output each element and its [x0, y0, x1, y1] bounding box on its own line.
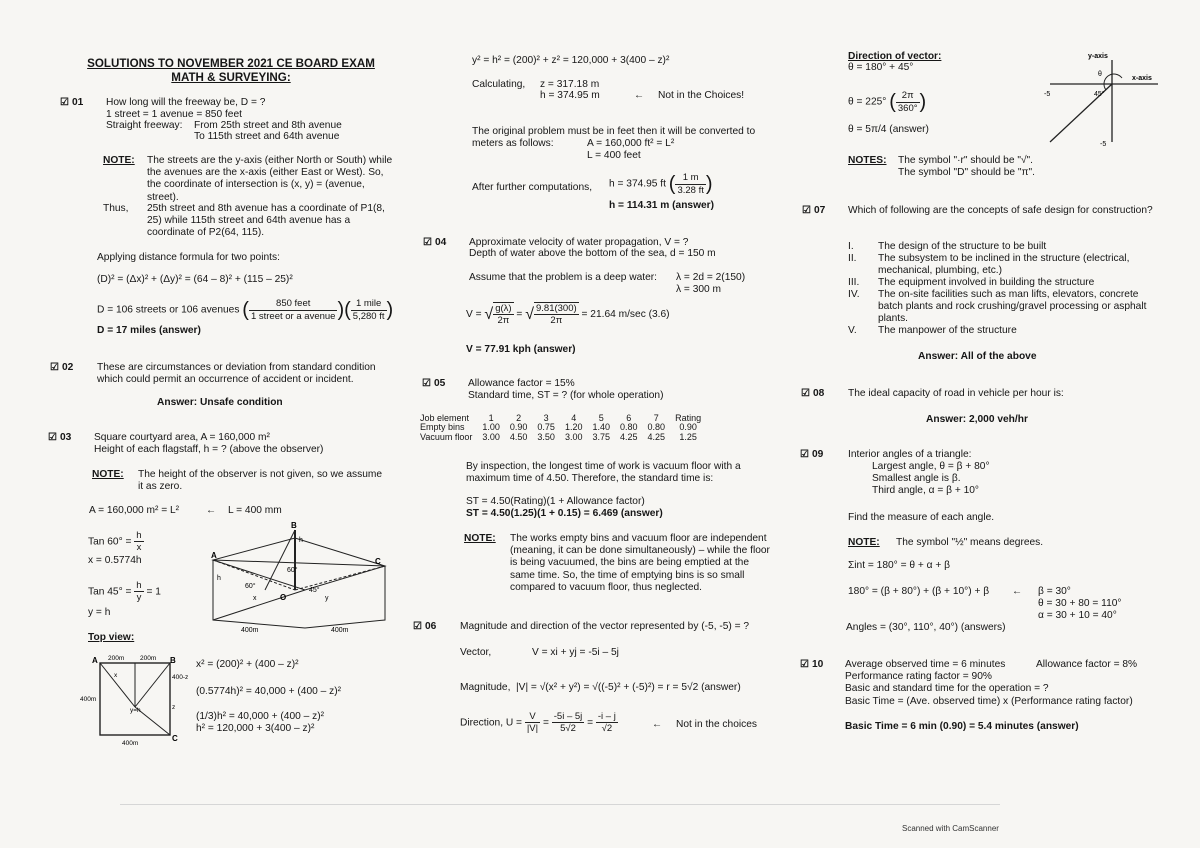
theta-eq: θ = 225° ( $\frac{2\pi}{360^\circ}$ ) [848, 90, 927, 114]
q09-given: Interior angles of a triangle: [848, 449, 972, 460]
list-item: The subsystem to be inclined in the structure (electrical, mechanical, plumbing, etc.) [878, 253, 1130, 277]
notes-text: The symbol "D" should be "π". [898, 167, 1036, 178]
q05-st-answer: ST = 4.50(1.25)(1 + 0.15) = 6.469 (answer) [466, 508, 663, 519]
q01-given: To 115th street and 64th avenue [194, 131, 340, 142]
svg-text:400m: 400m [80, 696, 97, 703]
arrow-icon: ← [1012, 586, 1023, 597]
q04-question: Approximate velocity of water propagation, V = ? [469, 237, 689, 248]
table-row: Job element 1 2 3 4 5 6 7 Rating [420, 413, 702, 423]
q01-given-label: Straight freeway: [106, 120, 183, 131]
svg-text:θ: θ [1098, 71, 1102, 78]
svg-text:-5: -5 [1044, 91, 1051, 98]
magnitude-eq: |V| = √(x² + y²) = √((-5)² + (-5)²) = r = 5√2 (answer) [516, 682, 741, 693]
h-answer: h = 114.31 m (answer) [609, 200, 715, 211]
q02-answer: Answer: Unsafe condition [157, 397, 283, 408]
note-text: The streets are the y-axis (either North or South) while the avenues are the x-axis (either East or West). So, the coordinate of intersection is (x, y) = (avenue, street). [147, 155, 393, 203]
col2-eq-top: y² = h² = (200)² + z² = 120,000 + 3(400 – z)² [472, 55, 670, 66]
svg-text:y=h: y=h [130, 707, 141, 714]
note-label: NOTE: [92, 469, 124, 480]
q08-question: The ideal capacity of road in vehicle per hour is: [848, 388, 1064, 399]
vector-eq: V = xi + yj = -5i – 5j [532, 647, 619, 658]
not-in-choices: Not in the Choices! [658, 90, 745, 101]
question-number: ☑ 07 [802, 205, 826, 216]
direction-eq: Direction, U = $\frac{V}{|V|}$ = $\frac{-5i - 5j}{5√2}$ = $\frac{-i - j}{√2}$ [460, 711, 616, 735]
svg-text:B: B [291, 521, 297, 530]
calc-result: h = 374.95 m [540, 90, 600, 101]
svg-text:-5: -5 [1100, 141, 1107, 148]
velocity-eq: V = √ $\frac{g(\lambda)}{2\pi}$ = √ $\frac{9.81(300)}{2\pi}$ = 21.64 m/sec (3.6) [466, 303, 670, 327]
thus-label: Thus, [103, 203, 129, 214]
q04-assume: Assume that the problem is a deep water: [469, 272, 658, 283]
note-label: NOTE: [103, 155, 135, 166]
svg-text:45°: 45° [309, 587, 320, 594]
svg-text:400m: 400m [122, 740, 139, 747]
question-number: ☑ 09 [800, 449, 824, 460]
q09-given: Largest angle, θ = β + 80° [872, 461, 990, 472]
q09-sum: Σint = 180° = θ + α + β [848, 560, 950, 571]
conversion-note: The original problem must be in feet then it will be converted to meters as follows: [472, 126, 756, 150]
q09-given: Smallest angle is β. [872, 473, 961, 484]
lambda-eq: λ = 2d = 2(150) [676, 272, 746, 283]
vector-label: Vector, [460, 647, 492, 658]
lambda-eq: λ = 300 m [676, 284, 722, 295]
arrow-icon: ← [634, 90, 645, 101]
list-item: The manpower of the structure [878, 325, 1017, 336]
question-number: ☑ 04 [423, 237, 447, 248]
q05-inspection: By inspection, the longest time of work is vacuum floor with a maximum time of 4.50. Therefore, the standard time is: [466, 461, 741, 485]
svg-text:B: B [170, 656, 176, 665]
question-number: ☑ 08 [801, 388, 825, 399]
q02-text: These are circumstances or deviation from standard condition which could permit an occurrence of accident or incident. [97, 362, 376, 386]
conversion-fraction: $\frac{\text{850 feet}}{\text{1 street or a avenue}}$ [250, 298, 336, 322]
conversion-eq: L = 400 feet [587, 150, 641, 161]
q03-tan60: Tan 60° = $\frac{h}{x}$ [88, 530, 142, 554]
q09-result: α = 30 + 10 = 40° [1038, 610, 1117, 621]
notes-label: NOTES: [848, 155, 887, 166]
after-label: After further computations, [472, 182, 593, 193]
q05-given: Standard time, ST = ? (for whole operation) [468, 390, 664, 401]
q03-area-eq: A = 160,000 m² = L² [89, 505, 180, 516]
q03-eq: h² = 120,000 + 3(400 – z)² [196, 723, 315, 734]
q04-answer: V = 77.91 kph (answer) [466, 344, 576, 355]
svg-text:x-axis: x-axis [1132, 75, 1152, 82]
svg-text:z: z [172, 704, 176, 711]
note-label: NOTE: [848, 537, 880, 548]
q05-st: ST = 4.50(Rating)(1 + Allowance factor) [466, 496, 645, 507]
q10-given: Basic and standard time for the operation = ? [845, 683, 1049, 694]
q03-eq: (0.5774h)² = 40,000 + (400 – z)² [196, 686, 341, 697]
calc-result: z = 317.18 m [540, 79, 600, 90]
svg-text:200m: 200m [108, 655, 125, 662]
scanner-watermark: Scanned with CamScanner [902, 824, 999, 833]
q08-answer: Answer: 2,000 veh/hr [926, 414, 1028, 425]
note-text: The works empty bins and vacuum floor are independent (meaning, it can be done simultaneously) – while the floor is being vacuumed, the bins are being emptied at the same time. So, the time of emptying bins is so small compared to vacuum floor, thus neglected. [510, 533, 770, 593]
theta-answer: θ = 5π/4 (answer) [848, 124, 929, 135]
list-item: IV. [848, 289, 860, 300]
q09-result: β = 30° [1038, 586, 1071, 597]
q09-given: Third angle, α = β + 10° [872, 485, 980, 496]
svg-text:y: y [325, 595, 329, 602]
arrow-icon: ← [206, 505, 217, 516]
list-item: I. [848, 241, 854, 252]
q03-eq: (1/3)h² = 40,000 + (400 – z)² [196, 711, 324, 722]
list-item: The design of the structure to be built [878, 241, 1047, 252]
list-item: The equipment involved in building the structure [878, 277, 1095, 288]
conversion-eq: A = 160,000 ft² = L² [587, 138, 675, 149]
svg-text:x: x [253, 595, 257, 602]
q09-answer: Angles = (30°, 110°, 40°) (answers) [846, 622, 1006, 633]
q03-given: Square courtyard area, A = 160,000 m² [94, 432, 270, 443]
question-number: ☑ 01 [60, 97, 84, 108]
top-view-label: Top view: [88, 632, 135, 643]
question-number: ☑ 10 [800, 659, 824, 670]
table-row: Empty bins 1.00 0.90 0.75 1.20 1.40 0.80 0.80 0.90 [420, 422, 697, 433]
q01-given: From 25th street and 8th avenue [194, 120, 342, 131]
list-item: II. [848, 253, 857, 264]
q09-result: θ = 30 + 80 = 110° [1038, 598, 1122, 609]
q10-given: Performance rating factor = 90% [845, 671, 992, 682]
note-text: The symbol "½" means degrees. [896, 537, 1044, 548]
q03-eq: x² = (200)² + (400 – z)² [196, 659, 299, 670]
svg-text:200m: 200m [140, 655, 157, 662]
svg-text:400m: 400m [241, 627, 259, 634]
svg-text:x: x [114, 672, 118, 679]
list-item: V. [848, 325, 857, 336]
conversion-fraction: $\frac{\text{1 mile}}{5,280 ft}$ [352, 298, 385, 322]
question-number: ☑ 05 [422, 378, 446, 389]
question-number: ☑ 06 [413, 621, 437, 632]
svg-text:h: h [217, 575, 221, 582]
q07-answer: Answer: All of the above [918, 351, 1037, 362]
notes-text: The symbol "·r" should be "√". [898, 155, 1033, 166]
q10-answer: Basic Time = 6 min (0.90) = 5.4 minutes (answer) [845, 721, 1079, 732]
calc-label: Calculating, [472, 79, 526, 90]
q01-question: How long will the freeway be, D = ? [106, 97, 266, 108]
q09-find: Find the measure of each angle. [848, 512, 995, 523]
q07-question: Which of following are the concepts of safe design for construction? [848, 205, 1153, 216]
svg-text:400m: 400m [331, 627, 349, 634]
q06-question: Magnitude and direction of the vector represented by (-5, -5) = ? [460, 621, 750, 632]
q03-given: Height of each flagstaff, h = ? (above the observer) [94, 444, 324, 455]
q03-tan45: Tan 45° = $\frac{h}{y}$ = 1 [88, 580, 161, 604]
svg-text:C: C [172, 734, 178, 743]
q03-y-eq: y = h [88, 607, 111, 618]
q03-l-eq: L = 400 mm [228, 505, 282, 516]
q10-given: Basic Time = (Ave. observed time) x (Performance rating factor) [845, 696, 1133, 707]
note-label: NOTE: [464, 533, 496, 544]
svg-text:400-z: 400-z [172, 674, 189, 681]
svg-text:h: h [299, 537, 303, 544]
q09-sum: 180° = (β + 80°) + (β + 10°) + β [848, 586, 990, 597]
q01-given: 1 street = 1 avenue = 850 feet [106, 109, 242, 120]
page-title: SOLUTIONS TO NOVEMBER 2021 CE BOARD EXAM MATH & SURVEYING: [87, 57, 375, 84]
question-number: ☑ 02 [50, 362, 74, 373]
q10-given: Allowance factor = 8% [1036, 659, 1138, 670]
thus-text: 25th street and 8th avenue has a coordinate of P1(8, 25) while 115th street and 64th avenue has a coordinate of P2(64, 115). [147, 203, 385, 239]
not-in-choices: Not in the choices [676, 719, 757, 730]
direction-title: Direction of vector: [848, 51, 942, 62]
vector-diagram [1040, 52, 1160, 147]
arrow-icon: ← [652, 719, 663, 730]
svg-text:O: O [280, 593, 287, 602]
top-view-diagram [80, 655, 195, 745]
h-conversion: h = 374.95 ft ( $\frac{1 m}{3.28 ft}$ ) [609, 172, 713, 196]
svg-text:60°: 60° [245, 583, 256, 590]
magnitude-label: Magnitude, [460, 682, 511, 693]
q01-formula: (D)² = (Δx)² + (Δy)² = (64 – 8)² + (115 – 25)² [97, 274, 293, 285]
svg-text:A: A [92, 656, 98, 665]
q03-x-eq: x = 0.5774h [88, 555, 142, 566]
svg-text:A: A [211, 551, 217, 560]
svg-text:45°: 45° [1094, 91, 1105, 98]
theta-eq: θ = 180° + 45° [848, 62, 914, 73]
q04-given: Depth of water above the bottom of the sea, d = 150 m [469, 248, 716, 259]
svg-text:C: C [375, 557, 381, 566]
svg-text:60°: 60° [287, 567, 298, 574]
q01-distance-line: D = 106 streets or 106 avenues ( $\frac{\text{850 feet}}{\text{1 street or a avenue}}$ )( $\frac{\text{1 mile}}{5,280 ft}$ ) [97, 298, 394, 322]
q05-given: Allowance factor = 15% [468, 378, 575, 389]
q10-given: Average observed time = 6 minutes [845, 659, 1006, 670]
note-text: The height of the observer is not given, so we assume it as zero. [138, 469, 383, 493]
flagstaff-diagram [205, 520, 395, 635]
svg-text:y-axis: y-axis [1088, 53, 1108, 60]
list-item: The on-site facilities such as man lifts, elevators, concrete batch plants and rock crushing/gravel processing or asphalt plants. [878, 289, 1147, 325]
question-number: ☑ 03 [48, 432, 72, 443]
scan-edge-line [120, 804, 1000, 805]
time-study-table [420, 414, 706, 442]
table-row: Vacuum floor 3.00 4.50 3.50 3.00 3.75 4.25 4.25 1.25 [420, 431, 697, 442]
list-item: III. [848, 277, 860, 288]
q01-answer: D = 17 miles (answer) [97, 325, 201, 336]
q01-apply: Applying distance formula for two points: [97, 252, 280, 263]
